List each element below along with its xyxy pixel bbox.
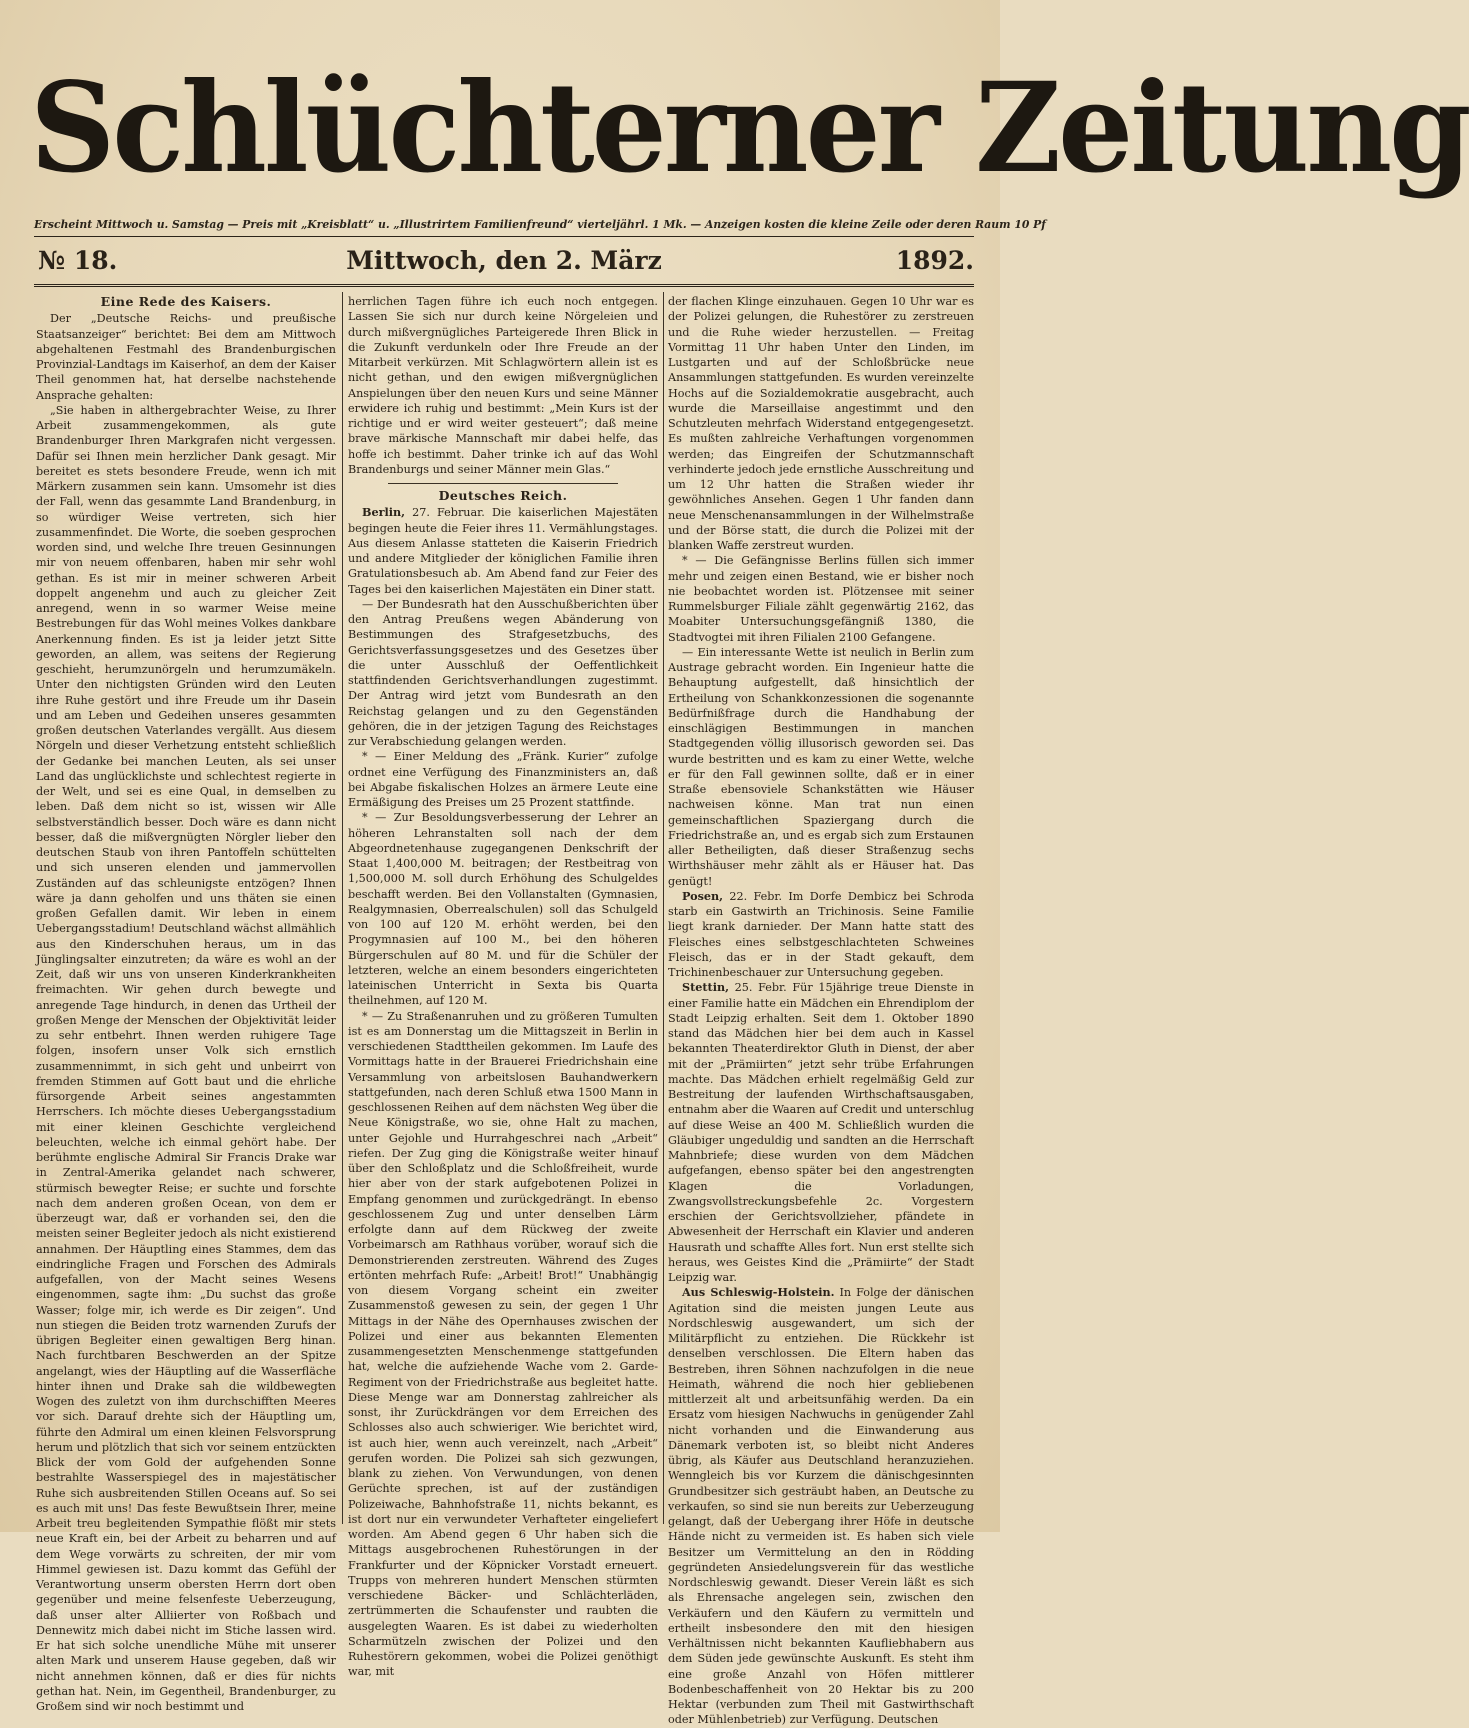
subscription-line: Erscheint Mittwoch u. Samstag — Preis mit „Kreisblatt“ u. „Illustrirtem Familienfreund“ vierteljährl. 1 Mk. — Anzeigen kosten die kleine Zeile oder deren Raum 10 Pf bbox=[34, 218, 1046, 231]
top-rule bbox=[34, 236, 974, 237]
article-paragraph: * — Einer Meldung des „Fränk. Kurier“ zufolge ordnet eine Verfügung des Finanzministers an, daß bei Abgabe fiskalischen Holzes an ärmere Leute eine Ermäßigung des Preises um 25 Prozent stattfinde. bbox=[348, 750, 658, 809]
article-paragraph: — Ein interessante Wette ist neulich in Berlin zum Austrage gebracht worden. Ein Ingenieur hatte die Behauptung aufgestellt, daß hinsichtlich der Ertheilung von Schankkonzessionen die sogenannte Bedürfnißfrage durch die Handhabung der einschlägigen Bestimmungen in manchen Stadtgegenden völlig illusorisch geworden sei. Das wurde bestritten und es kam zu einer Wette, welche er für den Fall gewinnen sollte, daß er in einer Straße ebensoviele Schankstätten wie Häuser nachweisen könne. Man trat nun einen gemeinschaftlichen Spaziergang durch die Friedrichstraße an, und es ergab sich zum Erstaunen aller Betheiligten, daß dieser Straßenzug sechs Wirthshäuser mehr zählt als er Häuser hat. Das genügt! bbox=[668, 645, 974, 888]
column-1 bbox=[36, 294, 336, 1713]
article-paragraph: der flachen Klinge einzuhauen. Gegen 10 Uhr war es der Polizei gelungen, die Ruhestörer zu zerstreuen und die Ruhe wieder herzustellen. — Freitag Vormittag 11 Uhr haben Unter den Linden, im Lustgarten und auf der Schloßbrücke neue Ansammlungen stattgefunden. Es wurden vereinzelte Hochs auf die Sozialdemokratie ausgebracht, auch wurde die Marseillaise angestimmt und den Schutzleuten mehrfach Widerstand entgegengesetzt. Es mußten zahlreiche Verhaftungen vorgenommen werden; das Eingreifen der Schutzmannschaft verhinderte jedoch jede ernstliche Ausschreitung und um 12 Uhr hatten die Straßen wieder ihr gewöhnliches Ansehen. Gegen 1 Uhr fanden dann neue Menschenansammlungen in der Wilhelmstraße und der Börse statt, die durch die Polizei mit der blanken Waffe zerstreut wurden. bbox=[668, 295, 974, 552]
column-2 bbox=[348, 294, 658, 1679]
dateline-place: Posen, bbox=[682, 888, 724, 903]
issue-number: № 18. bbox=[38, 246, 118, 275]
article-paragraph: 22. Febr. Im Dorfe Dembicz bei Schroda starb ein Gastwirth an Trichinosis. Seine Familie liegt krank darnieder. Der Mann hatte statt des Fleisches eines selbstgeschlachteten Schweines Fleisch, das er in der Stadt gekauft, dem Trichinenbeschauer zur Untersuchung gegeben. bbox=[668, 889, 974, 979]
newspaper-title: Schlüchterner Zeitung bbox=[30, 54, 1469, 201]
article-paragraph: 25. Febr. Für 15jährige treue Dienste in einer Familie hatte ein Mädchen ein Ehrendiplom der Stadt Leipzig erhalten. Seit dem 1. Oktober 1890 stand das Mädchen hier bei dem auch in Kassel bekannten Theaterdirektor Gluth in Dienst, der aber mit der „Prämiirten“ jetzt sehr trübe Erfahrungen machte. Das Mädchen erhielt regelmäßig Geld zur Bestreitung der laufenden Wirthschaftsausgaben, entnahm aber die Waaren auf Credit und unterschlug auf diese Weise an 400 M. Schließlich wurden die Gläubiger ungeduldig und sandten an die Herrschaft Mahnbriefe; diese wurden von dem Mädchen aufgefangen, ebenso später bei den angestrengten Klagen die Vorladungen, Zwangsvollstreckungsbefehle 2c. Vorgestern erschien der Gerichtsvollzieher, pfändete in Abwesenheit der Herrschaft ein Klavier und anderen Hausrath und schaffte Alles fort. Nun erst stellte sich heraus, wes Geistes Kind die „Prämiirte“ der Stadt Leipzig war. bbox=[668, 981, 974, 1284]
dateline-rule bbox=[34, 284, 974, 287]
section-heading: Deutsches Reich. bbox=[438, 488, 568, 503]
article-paragraph: herrlichen Tagen führe ich euch noch entgegen. Lassen Sie sich nur durch keine Nörgeleien und durch mißvergnügliches Parteigerede Ihren Blick in die Zukunft verdunkeln oder Ihre Freude an der Mitarbeit verkürzen. Mit Schlagwörtern allein ist es nicht gethan, und den ewigen mißvergnüglichen Anspielungen über den neuen Kurs und seine Männer erwidere ich ruhig und bestimmt: „Mein Kurs ist der richtige und er wird weiter gesteuert“; daß meine brave märkische Mannschaft mir dabei helfe, das hoffe ich bestimmt. Daher trinke ich auf das Wohl Brandenburgs und seiner Männer mein Glas.“ bbox=[348, 295, 658, 476]
dateline bbox=[34, 246, 974, 282]
article-paragraph: „Sie haben in althergebrachter Weise, zu Ihrer Arbeit zusammengekommen, als gute Brandenburger Ihren Markgrafen nicht vergessen. Dafür sei Ihnen mein herzlicher Dank gesagt. Mir bereitet es stets besondere Freude, wenn ich mit Märkern zusammen sein kann. Umsomehr ist dies der Fall, wenn das gesammte Land Brandenburg, in so würdiger Weise vertreten, sich hier zusammenfindet. Die Worte, die soeben gesprochen worden sind, und welche Ihre treuen Gesinnungen mir von neuem offenbaren, haben mir sehr wohl gethan. Es ist mir in meiner schweren Arbeit doppelt angenehm und auch zu gleicher Zeit anregend, wenn in so warmer Weise meine Bestrebungen für das Wohl meines Volkes dankbare Anerkennung finden. Es ist ja leider jetzt Sitte geworden, an allem, was seitens der Regierung geschieht, herumzunörgeln und herumzumäkeln. Unter den nichtigsten Gründen wird den Leuten ihre Ruhe gestört und ihre Freude um ihr Dasein und am Leben und Gedeihen unseres gesammten großen deutschen Vaterlandes vergällt. Aus diesem Nörgeln und dieser Verhetzung entsteht schließlich der Gedanke bei manchen Leuten, als sei unser Land das unglücklichste und schlechtest regierte in der Welt, und sei es eine Qual, in demselben zu leben. Daß dem nicht so ist, wissen wir Alle selbstverständlich besser. Doch wäre es dann nicht besser, daß die mißvergnügten Nörgler lieber den deutschen Staub von ihren Pantoffeln schüttelten und sich unseren elenden und jammervollen Zuständen auf das schleunigste entzögen? Ihnen wäre ja dann geholfen und uns thäten sie einen großen Gefallen damit. Wir leben in einem Uebergangsstadium! Deutschland wächst allmählich aus den Kinderschuhen heraus, um in das Jünglingsalter einzutreten; da wäre es wohl an der Zeit, daß wir uns von unseren Kinderkrankheiten freimachten. Wir gehen durch bewegte und anregende Tage hindurch, in denen das Urtheil der großen Menge der Menschen der Objektivität leider zu sehr entbehrt. Ihnen werden ruhigere Tage folgen, insofern unser Volk sich ernstlich zusammennimmt, in sich geht und unbeirrt von fremden Stimmen auf Gott baut und die ehrliche fürsorgende Arbeit seines angestammten Herrschers. Ich möchte dieses Uebergangsstadium mit einer kleinen Geschichte vergleichend beleuchten, welche ich einmal gehört habe. Der berühmte englische Admiral Sir Francis Drake war in Zentral-Amerika gelandet nach schwerer, stürmisch bewegter Reise; er suchte und forschte nach dem anderen großen Ocean, von dem er überzeugt war, daß er vorhanden sei, den die meisten seiner Begleiter jedoch als nicht existierend annahmen. Der Häuptling eines Stammes, dem das eindringliche Fragen und Forschen des Admirals aufgefallen, von der Macht seines Wesens eingenommen, sagte ihm: „Du suchst das große Wasser; folge mir, ich werde es Dir zeigen“. Und nun stiegen die Beiden trotz warnenden Zurufs der übrigen Begleiter einen gewaltigen Berg hinan. Nach furchtbaren Beschwerden an der Spitze angelangt, wies der Häuptling auf die Wasserfläche hinter ihnen und Drake sah die wildbewegten Wogen des zuletzt von ihm durchschifften Meeres vor sich. Darauf drehte sich der Häuptling um, führte den Admiral um einen kleinen Felsvorsprung herum und plötzlich that sich vor seinem entzückten Blick der vom Gold der aufgehenden Sonne bestrahlte Wasserspiegel des in majestätischer Ruhe sich ausbreitenden Stillen Oceans auf. So sei es auch mit uns! Das feste Bewußtsein Ihrer, meine Arbeit treu begleitenden Sympathie flößt mir stets neue Kraft ein, bei der Arbeit zu beharren und auf dem Wege vorwärts zu schreiten, der mir vom Himmel gewiesen ist. Dazu kommt das Gefühl der Verantwortung unserm obersten Herrn dort oben gegenüber und meine felsenfeste Ueberzeugung, daß unser alter Alliierter von Roßbach und Dennewitz mich dabei nicht im Stiche lassen wird. Er hat sich solche unendliche Mühe mit unserer alten Mark und unserem Hause gegeben, daß wir nicht annehmen können, daß er dies für nichts gethan hat. Nein, im Gegentheil, Brandenburger, zu Großem sind wir noch bestimmt und bbox=[36, 403, 336, 1713]
article-paragraph: 27. Februar. Die kaiserlichen Majestäten begingen heute die Feier ihres 11. Vermählungstages. Aus diesem Anlasse statteten die Kaiserin Friedrich und andere Mitglieder der königlichen Familie ihren Gratulationsbesuch ab. Am Abend fand zur Feier des Tages bei den kaiserlichen Majestäten ein Diner statt. bbox=[348, 506, 658, 596]
article-paragraph: — Der Bundesrath hat den Ausschußberichten über den Antrag Preußens wegen Abänderung von Bestimmungen des Strafgesetzbuchs, des Gerichtsverfassungsgesetzes und des Gesetzes über die unter Ausschluß der Oeffentlichkeit stattfindenden Gerichtsverhandlungen zugestimmt. Der Antrag wird jetzt vom Bundesrath an den Reichstag gelangen und zu den Gegenständen gehören, die in der jetzigen Tagung des Reichstages zur Verabschiedung gelangen werden. bbox=[348, 597, 658, 748]
article-paragraph: * — Zu Straßenanruhen und zu größeren Tumulten ist es am Donnerstag um die Mittagszeit in Berlin in verschiedenen Stadttheilen gekommen. Im Laufe des Vormittags hatte in der Brauerei Friedrichshain eine Versammlung von arbeitslosen Bauhandwerkern stattgefunden, nach deren Schluß etwa 1500 Mann in geschlossenen Reihen auf dem nächsten Weg über die Neue Königstraße, wo sie, ohne Halt zu machen, unter Gejohle und Hurrahgeschrei nach „Arbeit“ riefen. Der Zug ging die Königstraße weiter hinauf über den Schloßplatz und die Schloßfreiheit, wurde hier aber von der stark aufgebotenen Polizei in Empfang genommen und zurückgedrängt. In ebenso geschlossenem Zug und unter denselben Lärm erfolgte dann auf dem Rückweg der zweite Vorbeimarsch am Rathhaus vorüber, worauf sich die Demonstrierenden zerstreuten. Während des Zuges ertönten mehrfach Rufe: „Arbeit! Brot!“ Unabhängig von diesem Vorgang scheint ein zweiter Zusammenstoß gewesen zu sein, der gegen 1 Uhr Mittags in der Nähe des Opernhauses zwischen der Polizei und einer aus bekannten Elementen zusammengesetzten Menschenmenge stattgefunden hat, welche die aufziehende Wache vom 2. Garde-Regiment von der Friedrichstraße aus begleitet hatte. Diese Menge war am Donnerstag zahlreicher als sonst, ihr Zurückdrängen vor dem Erreichen des Schlosses also auch schwieriger. Wie berichtet wird, ist auch hier, wenn auch vereinzelt, nach „Arbeit“ gerufen worden. Die Polizei sah sich gezwungen, blank zu ziehen. Von Verwundungen, von denen Gerüchte sprechen, ist auf der zuständigen Polizeiwache, Bahnhofstraße 11, nichts bekannt, es ist dort nur ein verwundeter Verhafteter eingeliefert worden. Am Abend gegen 6 Uhr haben sich die Mittags ausgebrochenen Ruhestörungen in der Frankfurter und der Köpnicker Vorstadt erneuert. Trupps von mehreren hundert Menschen stürmten verschiedene Bäcker- und Schlächterläden, zertrümmerten die Schaufenster und raubten die ausgelegten Waaren. Es ist dabei zu wiederholten Scharmützeln zwischen der Polizei und den Ruhestörern gekommen, wobei die Polizei genöthigt war, mit bbox=[348, 1009, 658, 1679]
article-paragraph: * — Die Gefängnisse Berlins füllen sich immer mehr und zeigen einen Bestand, wie er bisher noch nie beobachtet worden ist. Plötzensee mit seiner Rummelsburger Filiale zählt gegenwärtig 2162, das Moabiter Untersuchungsgefängniß 1380, die Stadtvogtei mit ihren Filialen 2100 Gefangene. bbox=[668, 554, 974, 644]
article-heading: Eine Rede des Kaisers. bbox=[100, 294, 272, 309]
column-3 bbox=[668, 294, 974, 1727]
article-paragraph: * — Zur Besoldungsverbesserung der Lehrer an höheren Lehranstalten soll nach der dem Abgeordnetenhause zugegangenen Denkschrift der Staat 1,400,000 M. beitragen; der Restbeitrag von 1,500,000 M. soll durch Erhöhung des Schulgeldes beschafft werden. Bei den Vollanstalten (Gymnasien, Realgymnasien, Oberrealschulen) soll das Schulgeld von 100 auf 120 M. erhöht werden, bei den Progymnasien auf 100 M., bei den höheren Bürgerschulen auf 80 M. und für die Schüler der letzteren, welche an einem besonders eingerichteten lateinischen Unterricht in Sexta bis Quarta theilnehmen, auf 120 M. bbox=[348, 811, 658, 1008]
article-paragraph: In Folge der dänischen Agitation sind die meisten jungen Leute aus Nordschleswig ausgewandert, um sich der Militärpflicht zu entziehen. Die Rückkehr ist denselben verschlossen. Die Eltern haben das Bestreben, ihren Söhnen nachzufolgen in die neue Heimath, während die noch hier gebliebenen mittlerzeit alt und arbeitsunfähig werden. Da ein Ersatz vom hiesigen Nachwuchs in genügender Zahl nicht vorhanden und die Einwanderung aus Dänemark verboten ist, so bleibt nicht Anderes übrig, als Käufer aus Deutschland heranzuziehen. Wenngleich bis vor Kurzem die dänischgesinnten Grundbesitzer sich gesträubt haben, an Deutsche zu verkaufen, so sind sie nun bereits zur Ueberzeugung gelangt, daß der Uebergang ihrer Höfe in deutsche Hände nicht zu vermeiden ist. Es haben sich viele Besitzer um Vermittelung an den in Rödding gegründeten Ansiedelungsverein für das westliche Nordschleswig gewandt. Dieser Verein läßt es sich als Ehrensache angelegen sein, zwischen den Verkäufern und den Käufern zu vermitteln und ertheilt insbesondere den mit den hiesigen Verhältnissen nicht bekannten Kaufliebhabern aus dem Süden jede gewünschte Auskunft. Es steht ihm eine große Anzahl von Höfen mittlerer Bodenbeschaffenheit von 20 Hektar bis zu 200 Hektar (verbunden zum Theil mit Gastwirthschaft oder Mühlenbetrieb) zur Verfügung. Deutschen bbox=[668, 1286, 974, 1727]
dateline-place: Stettin, bbox=[682, 980, 729, 995]
dateline-place: Berlin, bbox=[362, 505, 405, 520]
column-divider bbox=[342, 292, 343, 1524]
issue-year: 1892. bbox=[895, 246, 974, 275]
column-divider bbox=[663, 292, 664, 1524]
issue-date: Mittwoch, den 2. März bbox=[346, 246, 662, 275]
dateline-place: Aus Schleswig-Holstein. bbox=[682, 1285, 835, 1300]
section-divider bbox=[388, 483, 618, 484]
article-paragraph: Der „Deutsche Reichs- und preußische Staatsanzeiger“ berichtet: Bei dem am Mittwoch abgehaltenen Festmahl des Brandenburgischen Provinzial-Landtags im Kaiserhof, an dem der Kaiser Theil genommen hat, hat derselbe nachstehende Ansprache gehalten: bbox=[36, 312, 336, 402]
